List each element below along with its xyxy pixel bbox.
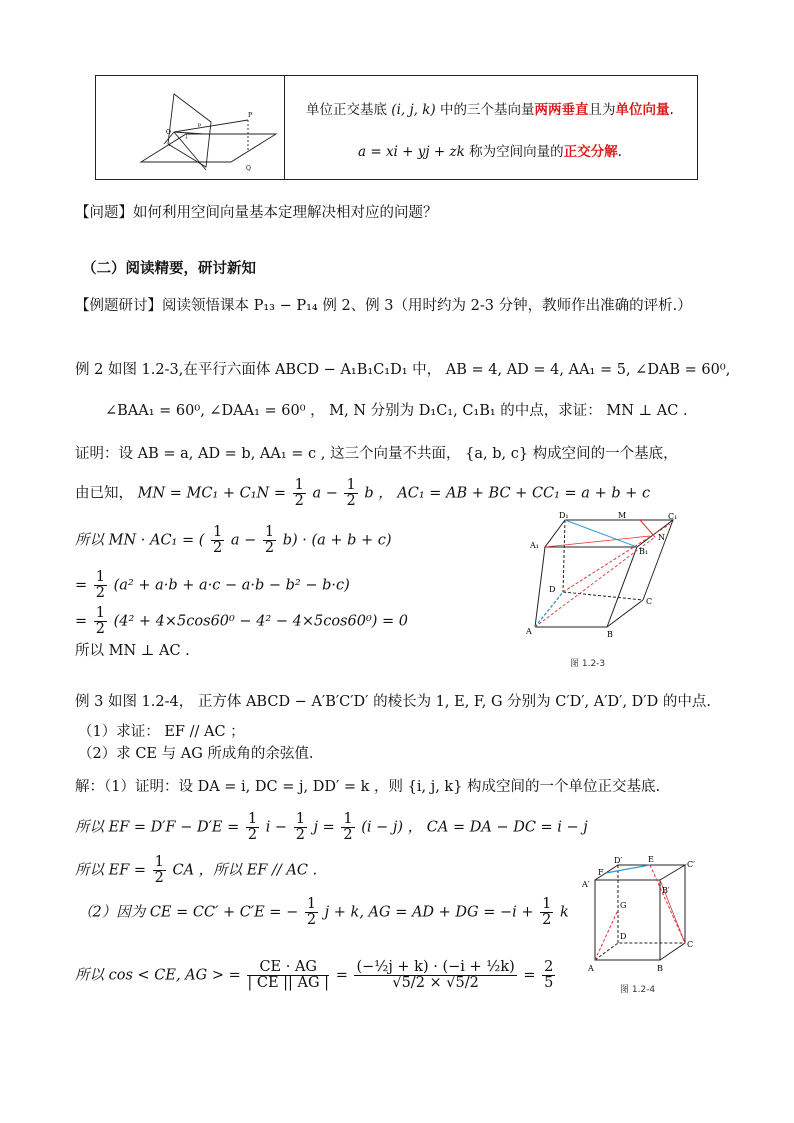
fraction-cos-def: $\frac{CE \cdot AG}{| CE || AG |}$ bbox=[247, 959, 330, 991]
section-heading: （二）阅读精要，研讨新知 bbox=[82, 260, 256, 277]
fig4-label-f: F bbox=[598, 868, 604, 877]
parallelepiped-figure bbox=[525, 512, 685, 642]
formula: (a² + a·b + a·c − a·b − b² − b·c) bbox=[113, 577, 350, 594]
ex3-line-5 bbox=[75, 812, 588, 843]
figure-caption-1-2-4: 图 1.2-4 bbox=[620, 985, 656, 995]
example-intro: 【例题研讨】阅读领悟课本 P₁₃ − P₁₄ 例 2、例 3（用时约为 2-3 分钟，教师作出准确的评析.） bbox=[75, 298, 692, 314]
fraction-half: $\frac{1}{2}$ bbox=[247, 811, 258, 843]
formula: a − bbox=[230, 532, 257, 549]
fraction-half: $\frac{1}{2}$ bbox=[212, 524, 223, 556]
formula: 所以 EF = D′F − D′E = bbox=[75, 819, 240, 836]
formula: MN = MC₁ + C₁N = bbox=[137, 485, 286, 502]
ex2-line-2: ∠BAA₁ = 60⁰, ∠DAA₁ = 60⁰ ， M, N 分别为 D₁C₁, C₁B₁ 的中点，求证： MN ⊥ AC . bbox=[105, 403, 688, 419]
fig3-label-b: B bbox=[607, 630, 613, 639]
formula: k bbox=[560, 904, 569, 921]
fig3-label-c1: C₁ bbox=[668, 512, 678, 521]
box-line-2 bbox=[358, 140, 622, 160]
text: . bbox=[669, 102, 674, 118]
formula: CA ，所以 EF // AC . bbox=[172, 862, 318, 879]
fraction-half: $\frac{1}{2}$ bbox=[95, 605, 105, 637]
formula: i − bbox=[265, 819, 288, 836]
formula: b ， AC₁ = AB + BC + CC₁ = a + b + c bbox=[364, 485, 651, 502]
fraction-half: $\frac{1}{2}$ bbox=[306, 896, 317, 928]
text: = bbox=[75, 577, 88, 594]
fig1-label-q: Q bbox=[246, 165, 251, 172]
text: 中的三个基向量 bbox=[439, 102, 535, 118]
fig3-label-m: M bbox=[618, 512, 627, 520]
ex2-line-5 bbox=[75, 525, 392, 556]
fig3-label-b1: B₁ bbox=[639, 547, 649, 556]
fig3-label-c: C bbox=[646, 597, 653, 606]
formula: 所以 MN · AC₁ = ( bbox=[75, 532, 205, 549]
fig1-label-i: i bbox=[169, 142, 171, 148]
highlight-perpendicular: 两两垂直 bbox=[534, 102, 589, 118]
fig1-label-j: j bbox=[186, 134, 188, 140]
fig4-label-a-prime: A′ bbox=[582, 880, 590, 889]
decomposition-formula: a = xi + yj + zk bbox=[358, 144, 465, 160]
ex3-line-8: 所以 cos < CE, AG > = $\frac{CE \cdot AG}{| CE || AG |}$ = $\frac{\text{(−½j + k) · (−i + ½k)}}{√5/2 \times √5/2}$ = $\frac{2}{5}$ bbox=[75, 959, 554, 991]
cube-figure bbox=[580, 855, 700, 975]
box-line-1 bbox=[306, 98, 674, 118]
fraction-half: $\frac{1}{2}$ bbox=[295, 811, 305, 843]
fraction-cos-value: $\frac{\text{(−½j + k) · (−i + ½k)}}{√5/2 \times √5/2}$ bbox=[356, 959, 515, 991]
ex3-line-6 bbox=[75, 855, 317, 886]
fig4-label-d: D bbox=[620, 932, 627, 941]
fig4-label-a: A bbox=[588, 964, 594, 973]
fig3-label-n: N bbox=[658, 533, 665, 542]
fraction-half: $\frac{1}{2}$ bbox=[294, 477, 304, 509]
ex3-line-3: （2）求 CE 与 AG 所成角的余弦值. bbox=[78, 746, 314, 762]
basis-symbol: (i, j, k) bbox=[391, 102, 436, 118]
fig4-label-g: G bbox=[620, 901, 627, 910]
ex3-line-4: 解：（1）证明：设 DA = i, DC = j, DD′ = k ，则 {i, j, k} 构成空间的一个单位正交基底. bbox=[75, 779, 661, 795]
highlight-unit-vector: 单位向量 bbox=[615, 102, 670, 118]
ex2-line-4 bbox=[75, 478, 650, 509]
fig4-label-d-prime: D′ bbox=[614, 856, 623, 865]
fig3-label-d1: D₁ bbox=[559, 512, 569, 520]
text: 称为空间向量的 bbox=[469, 144, 564, 160]
ex2-line-8: 所以 MN ⊥ AC . bbox=[75, 643, 190, 659]
ex3-line-1: 例 3 如图 1.2-4， 正方体 ABCD − A′B′C′D′ 的棱长为 1, E, F, G 分别为 C′D′, A′D′, D′D 的中点. bbox=[75, 694, 711, 710]
fig4-label-b-prime: B′ bbox=[662, 886, 670, 895]
ex2-line-3: 证明：设 AB = a, AD = b, AA₁ = c , 这三个向量不共面， {a, b, c} 构成空间的一个基底， bbox=[75, 446, 678, 462]
formula: 所以 cos < CE, AG > = bbox=[75, 967, 241, 984]
formula: a − bbox=[312, 485, 338, 502]
fig4-label-e: E bbox=[648, 855, 654, 864]
fraction-half: $\frac{1}{2}$ bbox=[346, 477, 356, 509]
fig4-label-c-prime: C′ bbox=[687, 860, 695, 869]
ex2-line-6 bbox=[75, 570, 350, 601]
formula: (4² + 4×5cos60⁰ − 4² − 4×5cos60⁰) = 0 bbox=[113, 613, 409, 630]
fraction-result: $\frac{2}{5}$ bbox=[544, 959, 554, 991]
highlight-orthogonal-decomposition: 正交分解 bbox=[563, 144, 618, 160]
fraction-half: $\frac{1}{2}$ bbox=[264, 524, 275, 556]
fig1-label-o: O bbox=[166, 129, 171, 136]
ex3-line-7 bbox=[78, 897, 569, 928]
formula: j + k, AG = AD + DG = −i + bbox=[324, 904, 534, 921]
formula: (i − j) ， CA = DA − DC = i − j bbox=[361, 819, 588, 836]
fig3-label-a1: A₁ bbox=[530, 541, 539, 550]
ex3-line-2: （1）求证： EF // AC ； bbox=[78, 724, 245, 740]
fraction-half: $\frac{1}{2}$ bbox=[154, 854, 164, 886]
ex2-line-1: 例 2 如图 1.2-3,在平行六面体 ABCD − A₁B₁C₁D₁ 中， AB = 4, AD = 4, AA₁ = 5, ∠DAB = 60⁰, bbox=[75, 362, 731, 378]
fig3-label-a: A bbox=[526, 627, 532, 636]
text: = bbox=[75, 613, 88, 630]
basis-definition-table bbox=[95, 75, 698, 180]
text: 且为 bbox=[588, 102, 616, 118]
table-divider bbox=[284, 76, 285, 179]
formula: （2）因为 CE = CC′ + C′E = − bbox=[78, 904, 299, 921]
fig1-label-p-top: P bbox=[248, 112, 253, 119]
basis-figure bbox=[136, 82, 281, 177]
text: 由已知， bbox=[75, 485, 133, 502]
text: 单位正交基底 bbox=[306, 102, 387, 118]
figure-caption-1-2-3: 图 1.2-3 bbox=[570, 659, 606, 669]
question-line: 【问题】如何利用空间向量基本定理解决相对应的问题？ bbox=[75, 205, 438, 221]
fig4-label-b: B bbox=[657, 964, 663, 973]
fig1-label-p: p bbox=[198, 122, 202, 128]
formula: 所以 EF = bbox=[75, 862, 147, 879]
fraction-half: $\frac{1}{2}$ bbox=[542, 896, 552, 928]
formula: j = bbox=[313, 819, 335, 836]
text: . bbox=[617, 144, 622, 160]
fraction-half: $\frac{1}{2}$ bbox=[95, 569, 105, 601]
ex2-line-7 bbox=[75, 606, 408, 637]
fig4-label-c: C bbox=[687, 940, 694, 949]
formula: b) · (a + b + c) bbox=[282, 532, 392, 549]
fig3-label-d: D bbox=[549, 585, 556, 594]
fraction-half: $\frac{1}{2}$ bbox=[343, 811, 353, 843]
